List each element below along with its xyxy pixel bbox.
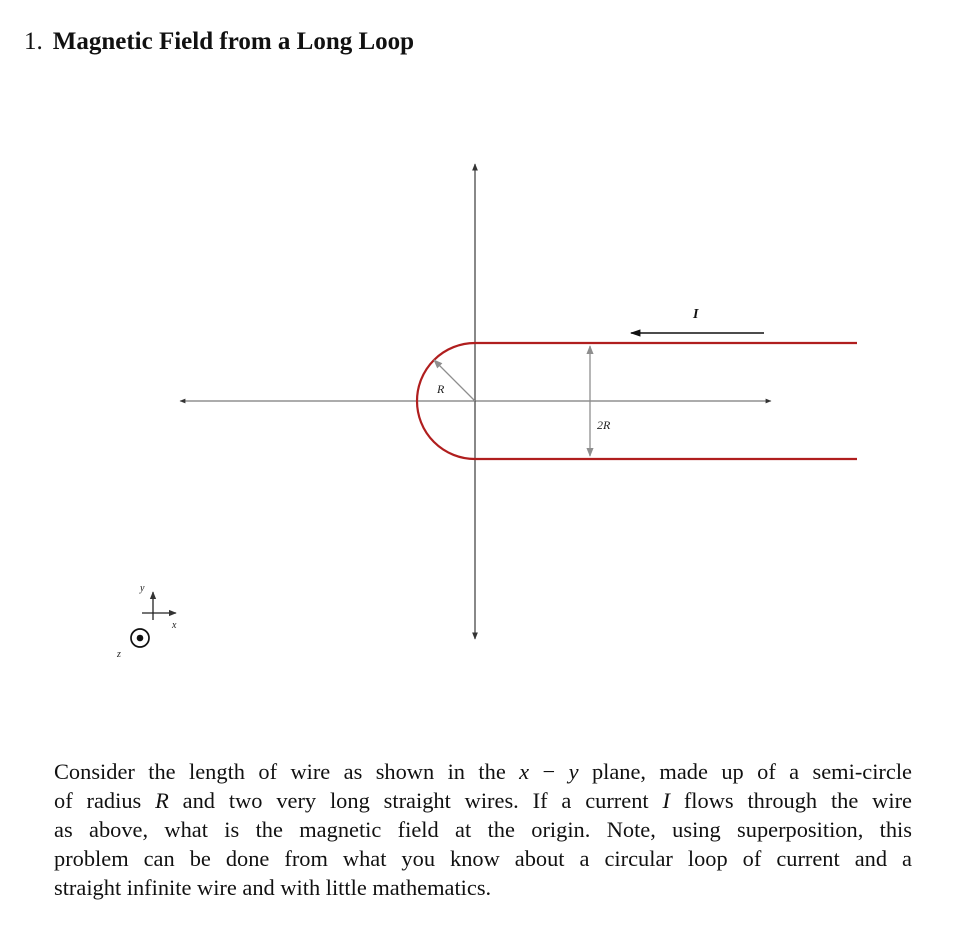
statement-text: problem can be done from what you know about a circular loop of current and a bbox=[54, 846, 912, 871]
statement-text: as above, what is the magnetic field at the origin. Note, using superposition, this bbox=[54, 817, 912, 842]
statement-text: flows through the wire bbox=[669, 788, 912, 813]
statement-line bbox=[54, 873, 912, 902]
statement-line bbox=[54, 786, 912, 815]
radius-label: R bbox=[437, 382, 445, 396]
axes-key bbox=[116, 583, 177, 660]
statement-text: and two very long straight wires. If a current bbox=[168, 788, 663, 813]
out-of-page-dot bbox=[137, 635, 144, 642]
problem-statement bbox=[54, 757, 912, 902]
math-symbol: I bbox=[662, 788, 670, 813]
statement-text: straight infinite wire and with little mathematics. bbox=[54, 875, 492, 900]
axes-key-z-label: z bbox=[117, 649, 121, 660]
statement-text: − bbox=[529, 759, 569, 784]
axes-key-x-label: x bbox=[172, 620, 177, 631]
axes-key-y-label: y bbox=[140, 583, 145, 594]
math-symbol: x bbox=[519, 759, 530, 784]
problem-number: 1. bbox=[24, 28, 43, 55]
statement-text: Consider the length of wire as shown in the bbox=[54, 759, 520, 784]
math-symbol: R bbox=[155, 788, 169, 813]
statement-text: plane, made up of a semi-circle bbox=[578, 759, 912, 784]
statement-line bbox=[54, 757, 912, 786]
statement-text: of radius bbox=[54, 788, 156, 813]
statement-line bbox=[54, 844, 912, 873]
math-symbol: y bbox=[568, 759, 579, 784]
separation-label: 2R bbox=[597, 418, 611, 432]
statement-line bbox=[54, 815, 912, 844]
problem-title: Magnetic Field from a Long Loop bbox=[52, 28, 415, 55]
current-label: I bbox=[693, 307, 699, 322]
